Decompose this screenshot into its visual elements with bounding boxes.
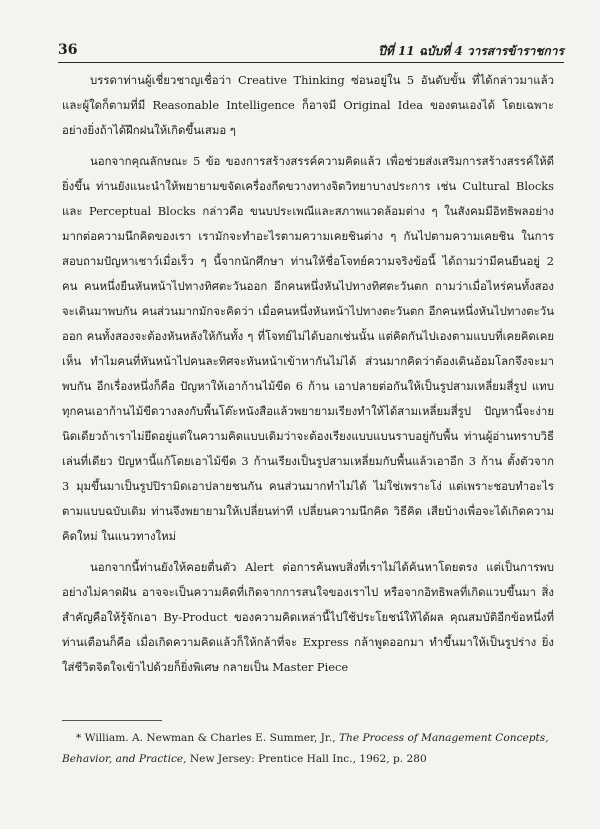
paragraph: บรรดาท่านผู้เชี่ยวชาญเชื่อว่า Creative Thinking ซ่อนอยู่ใน 5 อันดับขั้น ที่ได้กล่าวมาแล้ว และผู้ใดก็ตามที่มี Reasonable Intelligence ก็อาจมี Original Idea ของตนเองได้ โดยเฉพาะอย่างยิ่งถ้าได้ฝึกฝนให้เกิดขึ้นเสมอ ๆ	[62, 73, 554, 137]
page-header	[58, 40, 564, 63]
paragraph: นอกจากนี้ท่านยังให้คอยตื่นตัว Alert ต่อการค้นพบสิ่งที่เราไม่ได้ค้นหาโดยตรง แต่เป็นการพบอย่างไม่คาดฝัน อาจจะเป็นความคิดที่เกิดจากการสนใจของเราไป หรือจากอิทธิพลที่เกิดแวบขึ้นมา สิ่งสำคัญคือให้รู้จักเอา By-Product ของความคิดเหล่านี้ไปใช้ประโยชน์ให้ได้ผล คุณสมบัติอีกข้อหนึ่งที่ท่านเตือนก็คือ เมื่อเกิดความคิดแล้วก็ให้กล้าที่จะ Express กล้าพูดออกมา ทำขึ้นมาให้เป็นรูปร่าง ยิ่งใส่ชีวิตจิตใจเข้าไปด้วยก็ยิ่งพิเศษ กลายเป็น Master Piece	[62, 560, 554, 674]
running-title: ปีที่ 11 ฉบับที่ 4 วารสารข้าราชการ	[378, 44, 564, 58]
footnote-marker: *	[76, 732, 82, 744]
footnote-title: The Process of Management Concepts, Behavior, and Practice,	[62, 732, 549, 765]
paragraph: นอกจากคุณลักษณะ 5 ข้อ ของการสร้างสรรค์ความคิดแล้ว เพื่อช่วยส่งเสริมการสร้างสรรค์ให้ดียิ่งขึ้น ท่านยังแนะนำให้พยายามขจัดเครื่องกีดขวางทางจิตวิทยาบางประการ เช่น Cultural Blocks และ Perceptual Blocks กล่าวคือ ขนบประเพณีและสภาพแวดล้อมต่าง ๆ ในสังคมมีอิทธิพลอย่างมากต่อความนึกคิดของเรา เรามักจะทำอะไรตามความเคยชินต่าง ๆ กันไปตามความเคยชิน ในการสอบถามปัญหาเชาว์เมื่อเร็ว ๆ นี้จากนักศึกษา ท่านให้ชื่อโจทย์ความจริงข้อนี้ ได้ถามว่ามีคนยืนอยู่ 2 คน คนหนึ่งยืนหันหน้าไปทางทิศตะวันออก อีกคนหนึ่งหันไปทางทิศตะวันตก ถามว่าเมื่อไหร่คนทั้งสองจะเดินมาพบกัน คนส่วนมากมักจะคิดว่า เมื่อคนหนึ่งหันหน้าไปทางตะวันตก อีกคนหนึ่งหันไปทางตะวันออก คนทั้งสองจะต้องหันหลังให้กันทั้ง ๆ ที่โจทย์ไม่ได้บอกเช่นนั้น แต่คิดกันไปเองตามแบบที่เคยคิดเคยเห็น ทำไมคนที่หันหน้าไปคนละทิศจะหันหน้าเข้าหากันไม่ได้ ส่วนมากคิดว่าต้องเดินอ้อมโลกจึงจะมาพบกัน อีกเรื่องหนึ่งก็คือ ปัญหาให้เอาก้านไม้ขีด 6 ก้าน เอาปลายต่อกันให้เป็นรูปสามเหลี่ยมสี่รูป แทบทุกคนเอาก้านไม้ขีดวางลงกับพื้นโต๊ะหนังสือแล้วพยายามเรียงทำให้ได้สามเหลี่ยมสี่รูป ปัญหานี้จะง่ายนิดเดียวถ้าเราไม่ยึดอยู่แต่ในความคิดแบบเดิมว่าจะต้องเรียงแบบแบนราบอยู่กับพื้น ท่านผู้อ่านทราบวิธีเล่นที่เดียว ปัญหานี้แก้โดยเอาไม้ขีด 3 ก้านเรียงเป็นรูปสามเหลี่ยมกับพื้นแล้วเอาอีก 3 ก้าน ตั้งตัวจาก 3 มุมขึ้นมาเป็นรูปปิรามิดเอาปลายชนกัน คนส่วนมากทำไม่ได้ ไม่ใช่เพราะโง่ แต่เพราะชอบทำอะไรตามแบบฉบับเดิม ท่านจึงพยายามให้เปลี่ยนท่าที เปลี่ยนความนึกคิด วิธีคิด เสียบ้างเพื่อจะได้เกิดความคิดใหม่ ในแนวทางใหม่	[62, 154, 554, 543]
page-number: 36	[58, 42, 78, 58]
footnote-publication: New Jersey: Prentice Hall Inc., 1962, p. 280	[189, 753, 427, 765]
footnote	[62, 728, 554, 770]
footnote-divider	[62, 720, 162, 721]
footnote-authors: William. A. Newman & Charles E. Summer, Jr.,	[84, 732, 336, 744]
body-text	[62, 68, 554, 686]
